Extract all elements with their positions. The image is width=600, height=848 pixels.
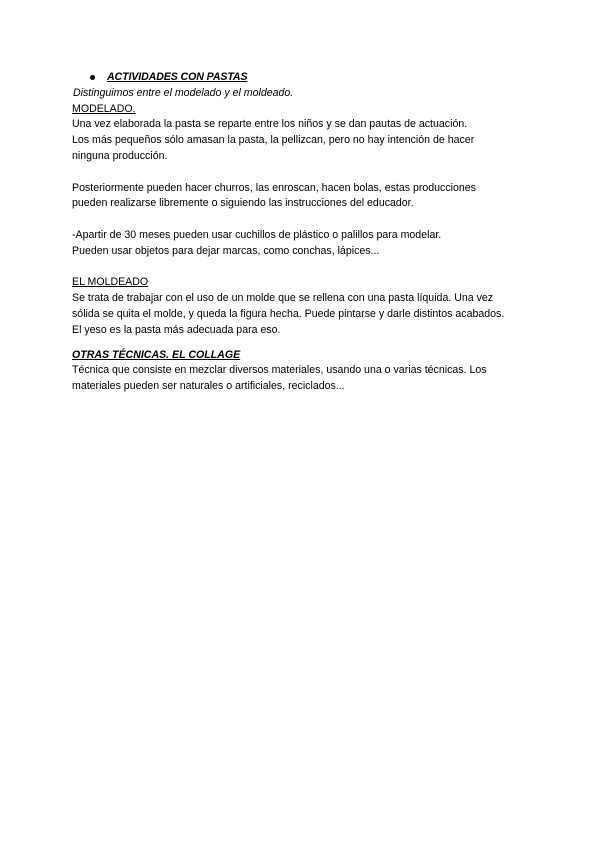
- moldeado-line: Se trata de trabajar con el uso de un molde que se rellena con una pasta líquida. Una vez: [72, 292, 494, 305]
- collage-line: materiales pueden ser naturales o artificiales, reciclados...: [72, 380, 345, 393]
- intro-text: Distinguimos entre el modelado y el moldeado.: [73, 86, 294, 99]
- modelado-title: MODELADO.: [72, 102, 136, 115]
- modelado-para2-line: pueden realizarse libremente o siguiendo las instrucciones del educador.: [72, 197, 414, 210]
- modelado-para2-line: Posteriormente pueden hacer churros, las enroscan, hacen bolas, estas producciones: [72, 181, 476, 194]
- moldeado-line: El yeso es la pasta más adecuada para eso.: [72, 323, 281, 336]
- moldeado-line: sólida se quita el molde, y queda la figura hecha. Puede pintarse y darle distintos acabados.: [72, 307, 505, 320]
- collage-line: Técnica que consiste en mezclar diversos materiales, usando una o varias técnicas. Los: [72, 364, 487, 377]
- document-page: [72, 70, 542, 395]
- moldeado-title: EL MOLDEADO: [72, 276, 149, 289]
- bullet-heading: [90, 70, 542, 86]
- modelado-line: ninguna producción.: [72, 149, 168, 162]
- spacer: [72, 212, 542, 228]
- spacer: [72, 260, 542, 276]
- collage-title: OTRAS TÉCNICAS. EL COLLAGE: [72, 348, 241, 361]
- modelado-line: Los más pequeños sólo amasan la pasta, la pellizcan, pero no hay intención de hacer: [72, 134, 475, 147]
- bullet-dot-icon: [90, 75, 95, 80]
- spacer: [72, 165, 542, 181]
- modelado-line: Una vez elaborada la pasta se reparte entre los niños y se dan pautas de actuación.: [72, 118, 468, 131]
- modelado-para3-line: -Apartir de 30 meses pueden usar cuchillos de plástico o palillos para modelar.: [72, 228, 442, 241]
- heading-text: ACTIVIDADES CON PASTAS: [107, 71, 248, 83]
- modelado-para3-line: Pueden usar objetos para dejar marcas, como conchas, lápices...: [72, 244, 380, 257]
